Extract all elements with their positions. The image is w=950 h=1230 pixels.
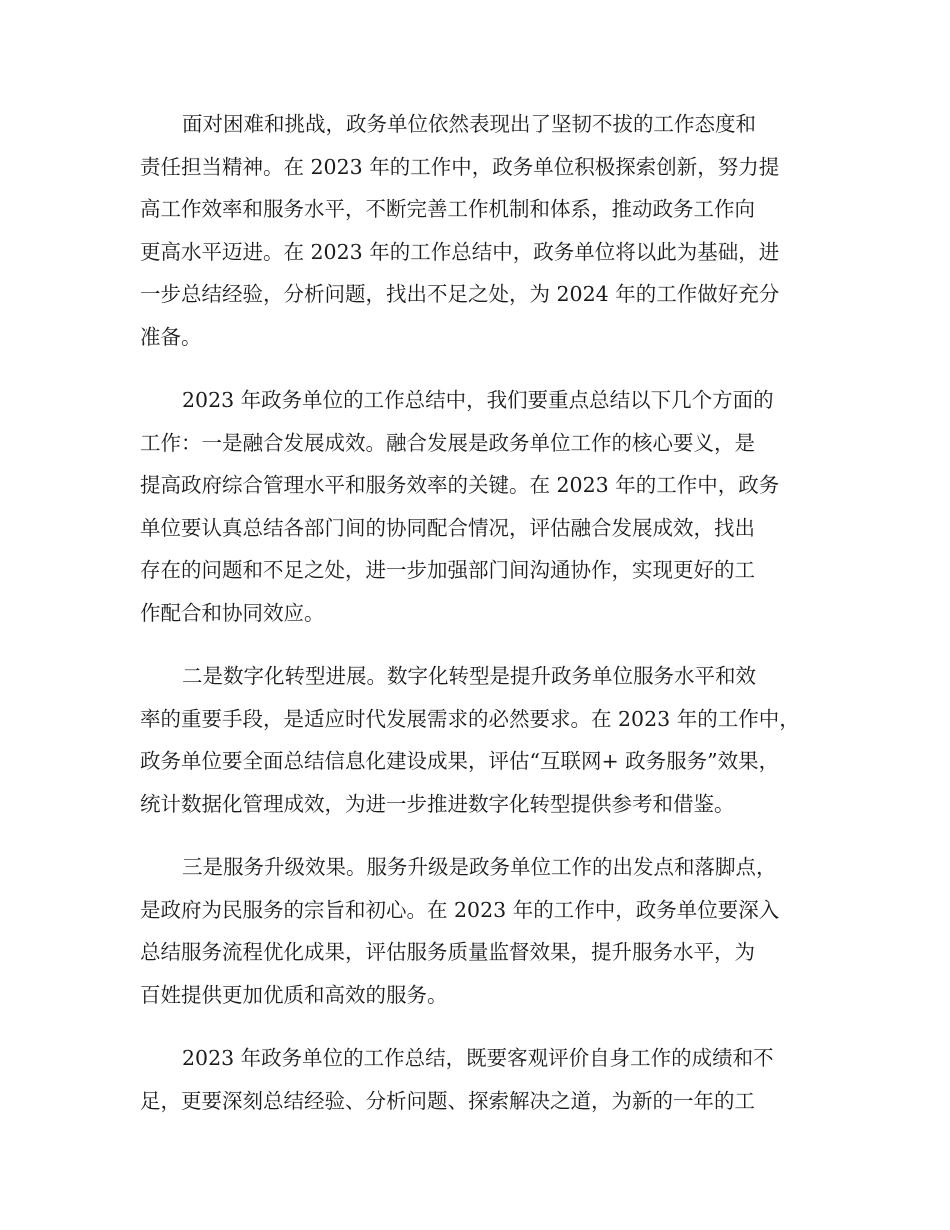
paragraph-3 — [140, 655, 820, 825]
text-line: 率的重要手段，是适应时代发展需求的必然要求。在 2023 年的工作中， — [140, 706, 800, 731]
text-line: 存在的问题和不足之处，进一步加强部门间沟通协作，实现更好的工 — [140, 558, 755, 582]
paragraph-4 — [140, 846, 820, 1016]
paragraph-5 — [140, 1037, 820, 1122]
text-line: 提高政府综合管理水平和服务效率的关键。在 2023 年的工作中，政务 — [140, 473, 780, 497]
text-line: 一步总结经验，分析问题，找出不足之处，为 2024 年的工作做好充分 — [140, 282, 780, 306]
paragraph-1 — [140, 103, 820, 358]
text-line: 足，更要深刻总结经验、分析问题、探索解决之道，为新的一年的工 — [140, 1088, 755, 1113]
text-line: 百姓提供更加优质和高效的服务。 — [140, 982, 448, 1007]
text-line: 是政府为民服务的宗旨和初心。在 2023 年的工作中，政务单位要深入 — [140, 897, 780, 922]
text-line: 三是服务升级效果。服务升级是政务单位工作的出发点和落脚点， — [182, 855, 777, 879]
text-line: 作配合和协同效应。 — [140, 600, 325, 625]
text-line: 高工作效率和服务水平，不断完善工作机制和体系，推动政务工作向 — [140, 197, 755, 221]
text-line: 工作：一是融合发展成效。融合发展是政务单位工作的核心要义，是 — [140, 430, 755, 455]
text-line: 二是数字化转型进展。数字化转型是提升政务单位服务水平和效 — [182, 664, 756, 688]
text-line: 2023 年政务单位的工作总结，既要客观评价自身工作的成绩和不 — [182, 1046, 774, 1070]
document-body — [140, 103, 820, 1143]
text-line: 总结服务流程优化成果，评估服务质量监督效果，提升服务水平，为 — [140, 940, 755, 964]
text-line: 面对困难和挑战，政务单位依然表现出了坚韧不拔的工作态度和 — [182, 112, 756, 136]
text-line: 统计数据化管理成效，为进一步推进数字化转型提供参考和借鉴。 — [140, 791, 735, 816]
text-line: 政务单位要全面总结信息化建设成果，评估“互联网+ 政务服务”效果， — [140, 749, 780, 773]
paragraph-2 — [140, 379, 820, 634]
text-line: 准备。 — [140, 324, 202, 349]
text-line: 责任担当精神。在 2023 年的工作中，政务单位积极探索创新，努力提 — [140, 154, 780, 179]
text-line: 2023 年政务单位的工作总结中，我们要重点总结以下几个方面的 — [182, 388, 774, 412]
text-line: 单位要认真总结各部门间的协同配合情况，评估融合发展成效，找出 — [140, 515, 755, 540]
text-line: 更高水平迈进。在 2023 年的工作总结中，政务单位将以此为基础，进 — [140, 239, 780, 264]
